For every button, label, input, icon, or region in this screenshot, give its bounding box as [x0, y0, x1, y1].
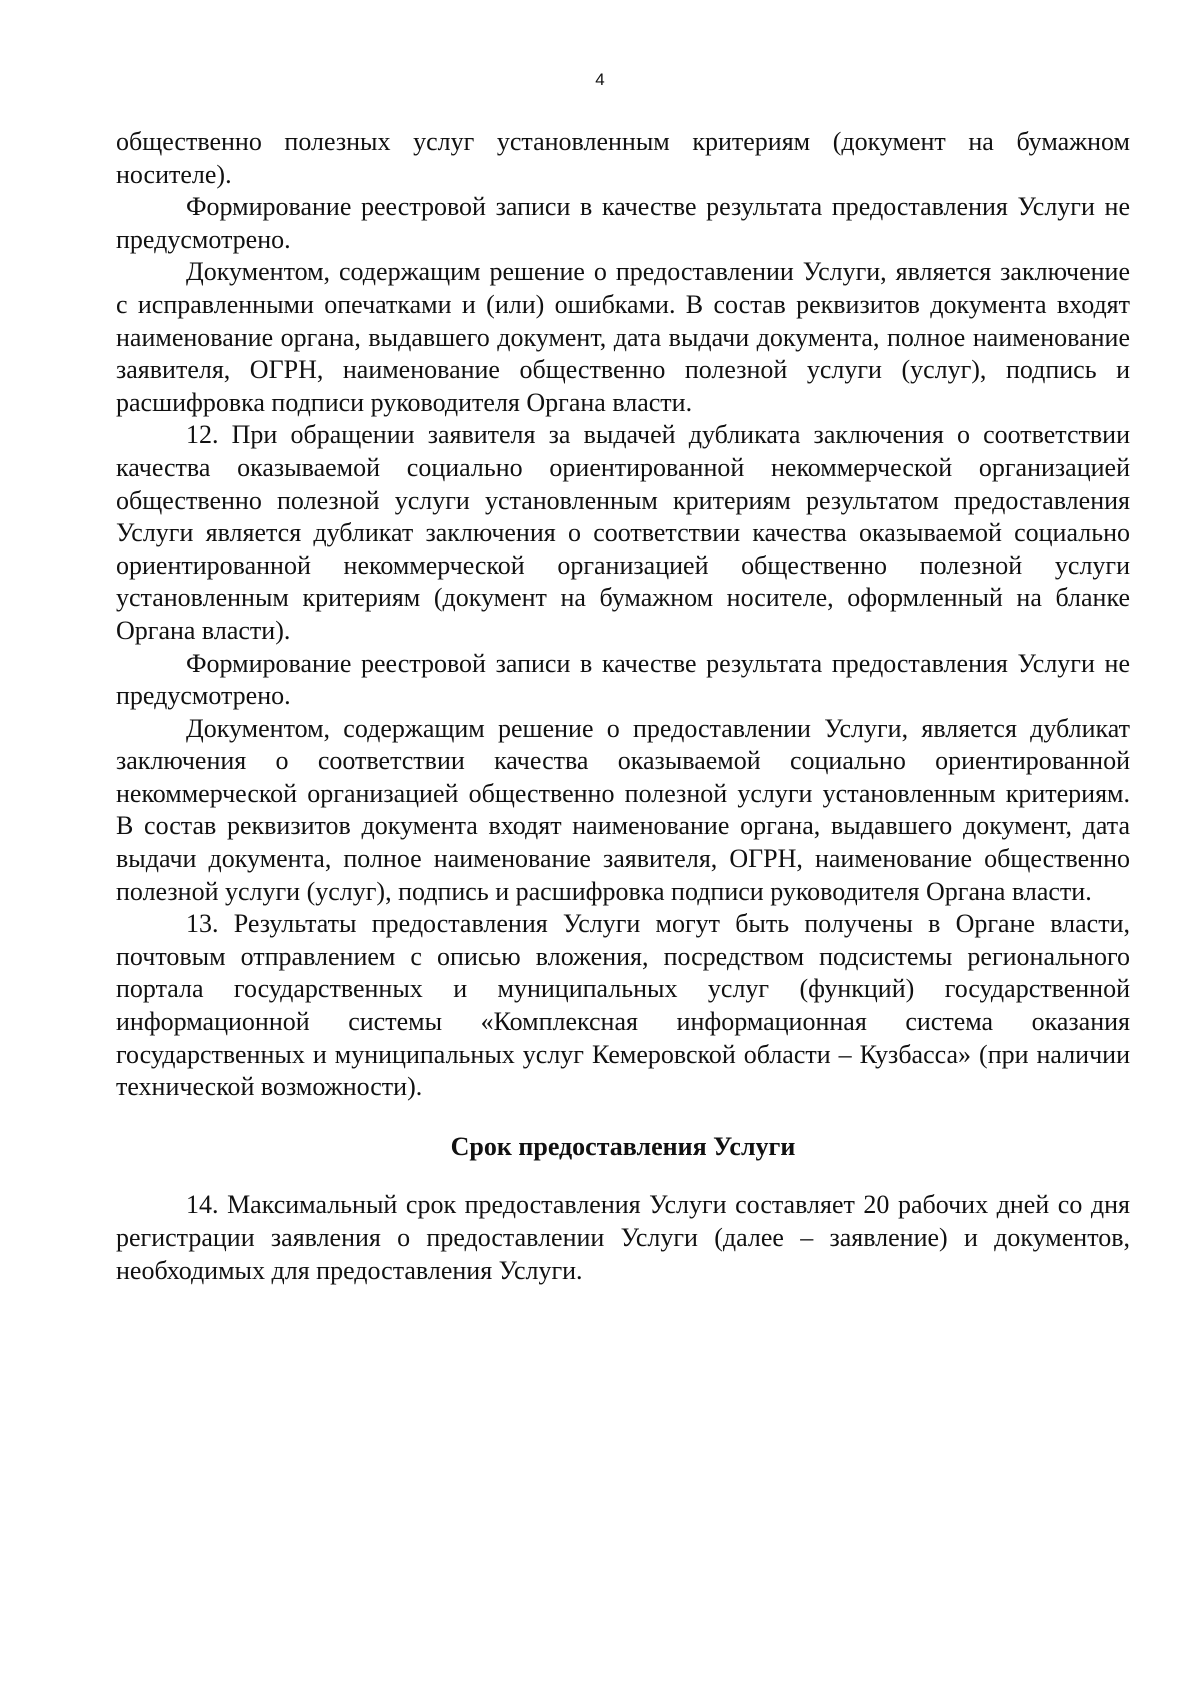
paragraph-decision-document-2: Документом, содержащим решение о предоставлении Услуги, является дубликат заключения о соответствии качества оказываемой социально ориентированной некоммерческой организацией общественно полезной услуги установленным критериям. В состав реквизитов документа входят наименование органа, выдавшего документ, дата выдачи документа, полное наименование заявителя, ОГРН, наименование общественно полезной услуги (услуг), подпись и расшифровка подписи руководителя Органа власти.: [116, 713, 1130, 906]
paragraph-continuation: общественно полезных услуг установленным критериям (документ на бумажном носителе).: [116, 127, 1130, 189]
paragraph-item-14: 14. Максимальный срок предоставления Услуги составляет 20 рабочих дней со дня регистрации заявления о предоставлении Услуги (далее – заявление) и документов, необходимых для предоставления Услуги.: [116, 1190, 1130, 1285]
document-body: [116, 126, 1130, 1287]
paragraph-registry-record-2: Формирование реестровой записи в качестве результата предоставления Услуги не предусмотрено.: [116, 648, 1130, 711]
page-number: 4: [595, 70, 605, 89]
paragraph-registry-record-1: Формирование реестровой записи в качестве результата предоставления Услуги не предусмотрено.: [116, 192, 1130, 254]
section-heading: Срок предоставления Услуги: [450, 1131, 796, 1161]
paragraph-item-13: 13. Результаты предоставления Услуги могут быть получены в Органе власти, почтовым отправлением с описью вложения, посредством подсистемы регионального портала государственных и муниципальных услуг (функций) государственной информационной системы «Комплексная информационная система оказания государственных и муниципальных услуг Кемеровской области – Кузбасса» (при наличии технической возможности).: [116, 909, 1130, 1102]
paragraph-item-12: 12. При обращении заявителя за выдачей дубликата заключения о соответствии качества оказываемой социально ориентированной некоммерческой организацией общественно полезной услуги установленным критериям результатом предоставления Услуги является дубликат заключения о соответствии качества оказываемой социально ориентированной некоммерческой организацией общественно полезной услуги установленным критериям (документ на бумажном носителе, оформленный на бланке Органа власти).: [116, 420, 1130, 645]
paragraph-decision-document-1: Документом, содержащим решение о предоставлении Услуги, является заключение с исправленными опечатками и (или) ошибками. В состав реквизитов документа входят наименование органа, выдавшего документ, дата выдачи документа, полное наименование заявителя, ОГРН, наименование общественно полезной услуги (услуг), подпись и расшифровка подписи руководителя Органа власти.: [116, 257, 1130, 417]
